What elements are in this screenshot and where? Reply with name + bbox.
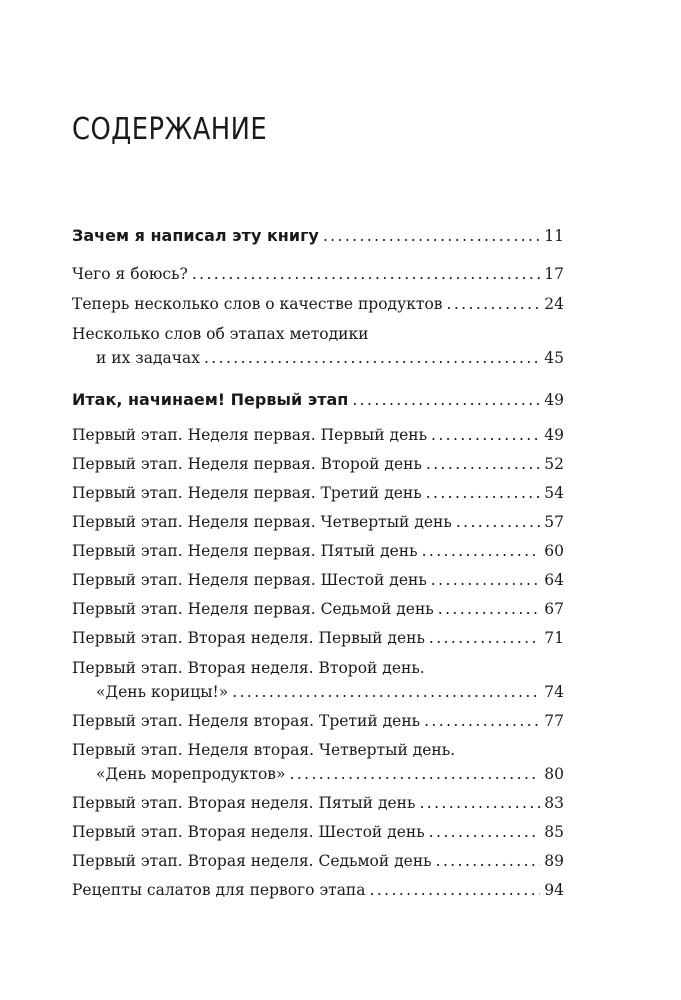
toc-entry[interactable] [72,791,564,815]
toc-title-continuation: и их задачах [96,349,200,367]
toc-title: Первый этап. Вторая неделя. Второй день. [72,659,425,677]
leader-dots [424,709,540,733]
toc-page: 24 [544,295,564,313]
toc-title: Первый этап. Неделя первая. Четвертый день [72,513,452,531]
leader-dots [192,262,540,286]
toc-entry[interactable] [72,481,564,505]
toc-title: Рецепты салатов для первого этапа [72,881,366,899]
toc-page: 64 [544,571,564,589]
toc-page: 45 [544,349,564,367]
toc-page: 49 [544,426,564,444]
toc-title: Первый этап. Неделя первая. Первый день [72,426,428,444]
toc-title: Первый этап. Неделя вторая. Третий день [72,712,421,730]
toc-page: 80 [544,765,564,783]
leader-dots [370,878,541,902]
leader-dots [438,597,541,621]
toc-entry[interactable] [72,423,564,447]
toc-page: 94 [544,881,564,899]
toc-entry[interactable] [72,510,564,534]
toc-entry[interactable] [72,322,564,370]
leader-dots [447,292,541,316]
leader-dots [419,791,540,815]
toc-title: Теперь несколько слов о качестве продуктов [72,295,443,313]
leader-dots [456,510,540,534]
toc-entry[interactable] [72,849,564,873]
toc-page: 11 [544,227,564,245]
toc-page: 49 [544,391,564,409]
toc-page: 74 [544,683,564,701]
toc-entry[interactable] [72,626,564,650]
toc-page: 85 [544,823,564,841]
leader-dots [204,346,540,370]
leader-dots [290,762,541,786]
leader-dots [323,224,540,248]
leader-dots [429,820,541,844]
toc-page: 71 [544,629,564,647]
leader-dots [352,388,540,412]
toc-title: Первый этап. Неделя первая. Пятый день [72,542,418,560]
toc-entry[interactable] [72,656,564,704]
toc-title: Первый этап. Неделя первая. Третий день [72,484,422,502]
toc-page: 57 [544,513,564,531]
toc-page: 83 [544,794,564,812]
leader-dots [426,452,540,476]
leader-dots [436,849,541,873]
toc-title: Итак, начинаем! Первый этап [72,390,349,409]
leader-dots [422,539,541,563]
toc-title: Первый этап. Вторая неделя. Шестой день [72,823,425,841]
toc-title: Первый этап. Вторая неделя. Пятый день [72,794,416,812]
toc-title-continuation: «День корицы!» [96,683,229,701]
toc-title-continuation: «День морепродуктов» [96,765,286,783]
toc-entry[interactable] [72,568,564,592]
toc-title: Первый этап. Неделя первая. Второй день [72,455,422,473]
toc-title: Первый этап. Вторая неделя. Седьмой день [72,852,432,870]
toc-entry[interactable] [72,709,564,733]
toc-page: 67 [544,600,564,618]
toc-title: Несколько слов об этапах методики [72,325,369,343]
toc-page: 89 [544,852,564,870]
toc-entry[interactable] [72,224,564,248]
toc-entry[interactable] [72,262,564,286]
leader-dots [431,568,540,592]
toc-page: 52 [544,455,564,473]
leader-dots [426,481,541,505]
toc-page: 60 [544,542,564,560]
toc-entry[interactable] [72,539,564,563]
toc-entry[interactable] [72,292,564,316]
toc-page: 54 [544,484,564,502]
toc-title: Чего я боюсь? [72,265,188,283]
leader-dots [431,423,540,447]
toc-entry[interactable] [72,820,564,844]
toc-title: Первый этап. Неделя первая. Седьмой день [72,600,434,618]
leader-dots [232,680,540,704]
toc-entry[interactable] [72,878,564,902]
toc-page: 17 [544,265,564,283]
toc-entry[interactable] [72,388,564,412]
toc-title: Первый этап. Вторая неделя. Первый день [72,629,425,647]
toc-entry[interactable] [72,452,564,476]
toc-entry[interactable] [72,597,564,621]
leader-dots [429,626,540,650]
toc-title: Зачем я написал эту книгу [72,226,319,245]
toc-title: Первый этап. Неделя вторая. Четвертый день. [72,741,456,759]
page-title: СОДЕРЖАНИЕ [72,112,268,147]
toc-entry[interactable] [72,738,564,786]
toc-title: Первый этап. Неделя первая. Шестой день [72,571,427,589]
toc-page: 77 [544,712,564,730]
